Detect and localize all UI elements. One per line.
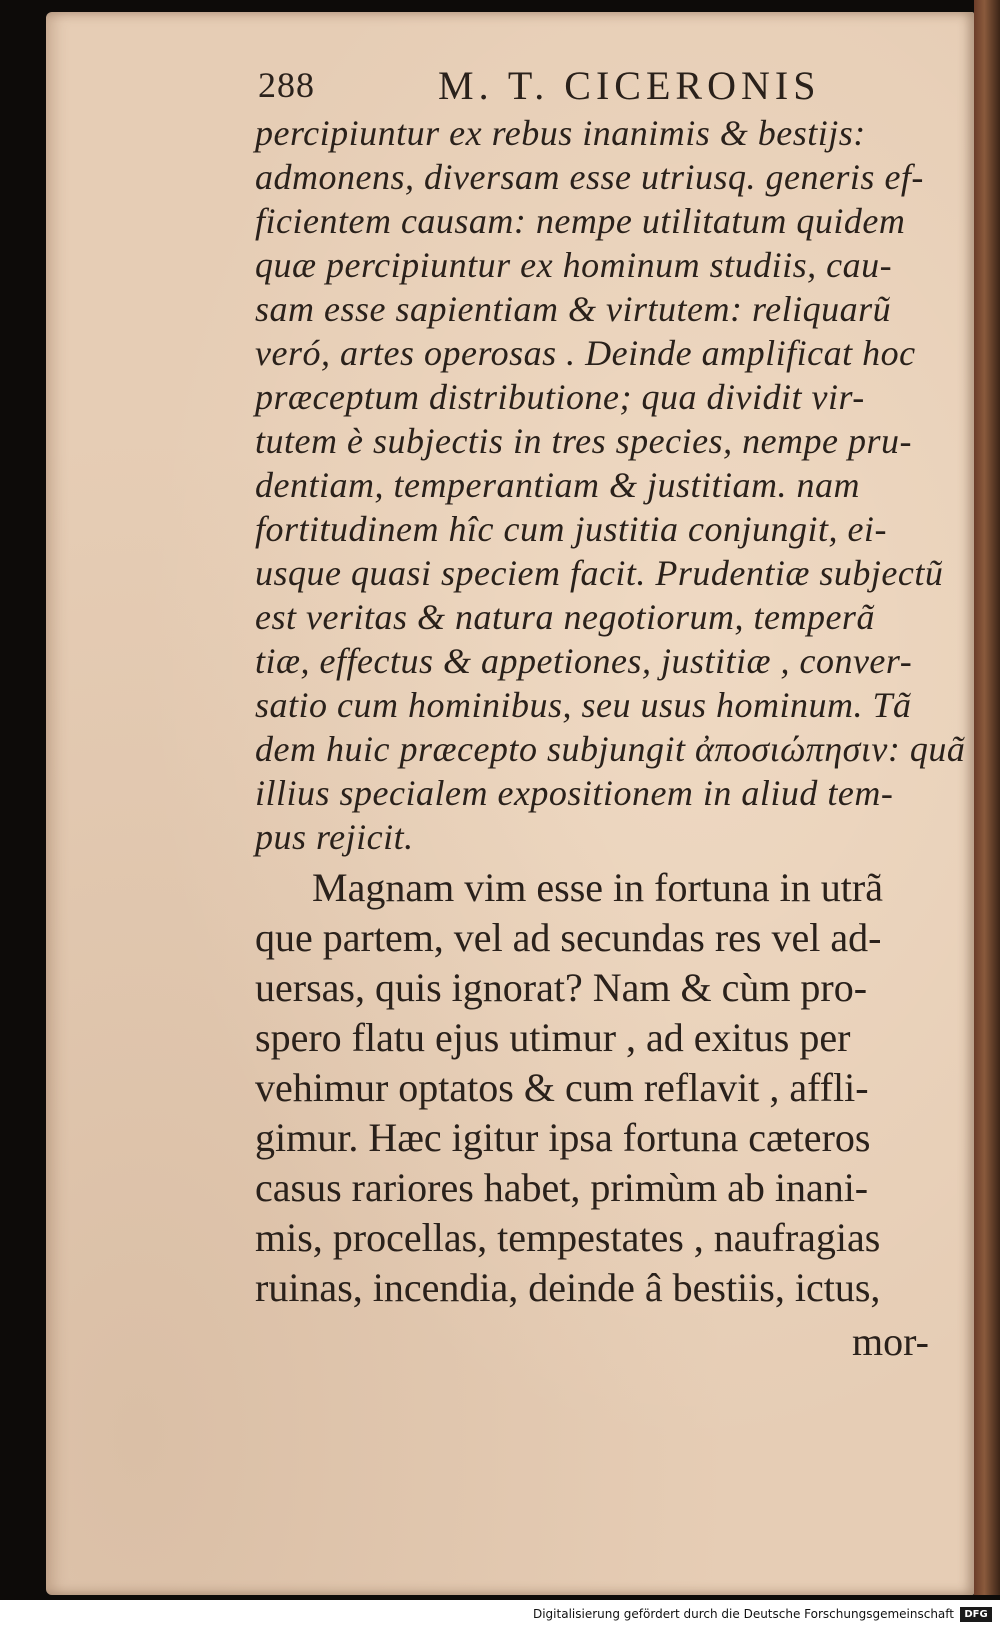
commentary-line: dem huic præcepto subjungit ἀποσιώπησιν: quã [255, 729, 966, 769]
book-spine [974, 0, 1000, 1595]
commentary-line: sam esse sapientiam & virtutem: reliquarũ [255, 289, 892, 329]
commentary-line: ficientem causam: nempe utilitatum quidem [255, 201, 906, 241]
page-number: 288 [258, 65, 315, 105]
commentary-line: quæ percipiuntur ex hominum studiis, cau- [255, 245, 893, 285]
text-line: spero flatu ejus utimur , ad exitus per [255, 1015, 851, 1060]
commentary-line: præceptum distributione; qua dividit vir- [255, 377, 865, 417]
commentary-line: usque quasi speciem facit. Prudentiæ subjectũ [255, 553, 944, 593]
commentary-line: est veritas & natura negotiorum, temperã [255, 597, 875, 637]
text-line: mis, procellas, tempestates , naufragias [255, 1215, 881, 1260]
running-head [258, 62, 908, 112]
funding-credit: Digitalisierung gefördert durch die Deutsche Forschungsgemeinschaft [532, 1607, 954, 1621]
text-line: uersas, quis ignorat? Nam & cùm pro- [255, 965, 868, 1010]
commentary-line: dentiam, temperantiam & justitiam. nam [255, 465, 860, 505]
digitization-footer [0, 1600, 1000, 1629]
running-title: M. T. CICERONIS [438, 63, 821, 108]
commentary-line: admonens, diversam esse utriusq. generis ef- [255, 157, 924, 197]
commentary-line: pus rejicit. [255, 817, 414, 857]
text-line: ruinas, incendia, deinde â bestiis, ictus, [255, 1265, 881, 1310]
text-line: gimur. Hæc igitur ipsa fortuna cæteros [255, 1115, 871, 1160]
catchword: mor- [852, 1319, 929, 1364]
commentary-line: satio cum hominibus, seu usus hominum. Tã [255, 685, 912, 725]
text-line: vehimur optatos & cum reflavit , affli- [255, 1065, 869, 1110]
commentary-line: illius specialem expositionem in aliud tem- [255, 773, 894, 813]
commentary-line: percipiuntur ex rebus inanimis & bestijs: [255, 113, 866, 153]
commentary-line: tiæ, effectus & appetiones, justitiæ , conver- [255, 641, 913, 681]
text-line: que partem, vel ad secundas res vel ad- [255, 915, 882, 960]
dfg-logo: DFG [960, 1607, 992, 1622]
text-line: casus rariores habet, primùm ab inani- [255, 1165, 869, 1210]
commentary-line: fortitudinem hîc cum justitia conjungit, ei- [255, 509, 887, 549]
text-line: Magnam vim esse in fortuna in utrã [312, 865, 883, 910]
commentary-line: veró, artes operosas . Deinde amplificat hoc [255, 333, 916, 373]
commentary-line: tutem è subjectis in tres species, nempe pru- [255, 421, 913, 461]
